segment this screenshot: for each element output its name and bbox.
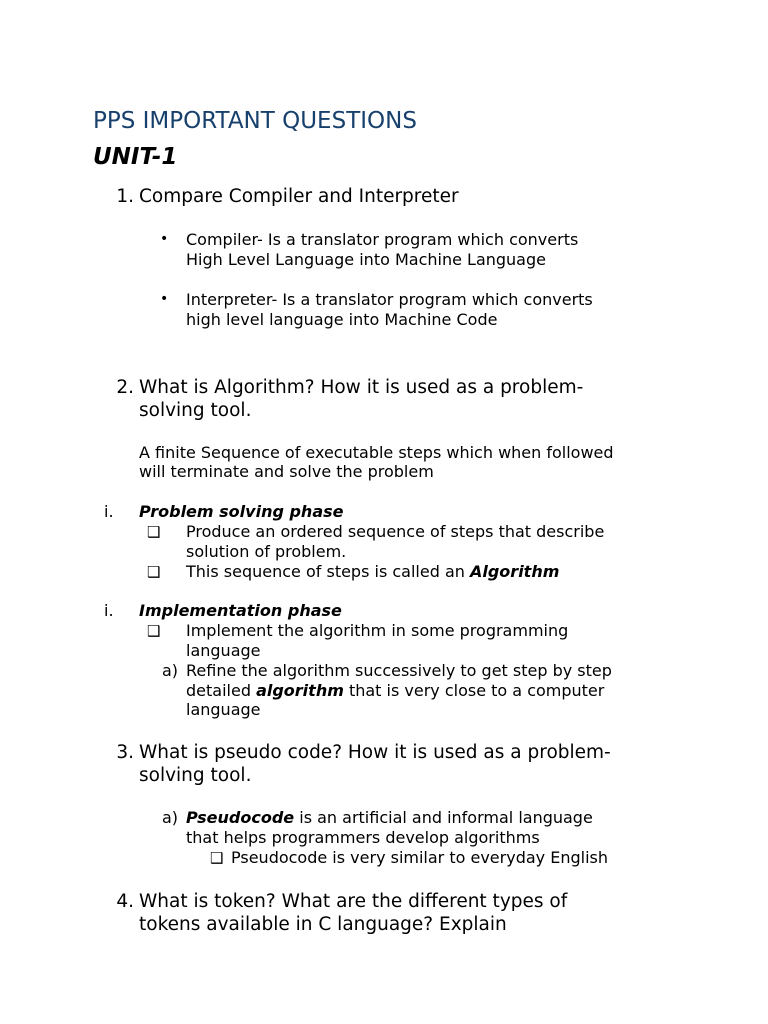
phase2-sub-line-1: Refine the algorithm successively to get step by step — [186, 661, 612, 680]
algorithm-definition-line-2: will terminate and solve the problem — [139, 462, 434, 481]
q3-text-line-1: What is pseudo code? How it is used as a problem- — [139, 742, 611, 763]
checkbox-bullet-icon: ❑ — [210, 849, 224, 867]
phase2-marker: i. — [104, 601, 114, 620]
q2-text-line-2: solving tool. — [139, 400, 252, 421]
q2-number: 2. — [116, 377, 134, 398]
q3-text-line-2: solving tool. — [139, 765, 252, 786]
q3-box-item: Pseudocode is very similar to everyday English — [231, 848, 608, 867]
phase1-title: Problem solving phase — [139, 502, 344, 521]
compiler-line-2: High Level Language into Machine Language — [186, 250, 546, 269]
phase1-item2-prefix: This sequence of steps is called an — [186, 562, 470, 581]
q1-text: Compare Compiler and Interpreter — [139, 186, 459, 207]
phase1-item1-line-2: solution of problem. — [186, 542, 347, 561]
q4-text-line-2: tokens available in C language? Explain — [139, 914, 507, 935]
phase1-item1-line-1: Produce an ordered sequence of steps that describe — [186, 522, 605, 541]
phase2-item1-line-1: Implement the algorithm in some programming — [186, 621, 569, 640]
interpreter-line-1: Interpreter- Is a translator program which converts — [186, 290, 593, 309]
phase2-item1-line-2: language — [186, 641, 261, 660]
pseudocode-emphasis: Pseudocode — [186, 808, 295, 827]
phase2-sub-line-3: language — [186, 700, 261, 719]
algorithm-definition-line-1: A finite Sequence of executable steps which when followed — [139, 443, 614, 462]
phase1-item2 — [186, 562, 559, 582]
pseudocode-definition: is an artificial and informal language — [294, 808, 593, 827]
phase2-sub-marker: a) — [162, 661, 179, 680]
phase2-sub-suffix: that is very close to a computer — [343, 681, 605, 700]
phase2-sub-prefix: detailed — [186, 681, 257, 700]
q4-text-line-1: What is token? What are the different types of — [139, 891, 568, 912]
checkbox-bullet-icon: ❑ — [147, 563, 161, 581]
phase2-sub-emphasis: algorithm — [256, 681, 344, 700]
phase1-marker: i. — [104, 502, 114, 521]
q4-number: 4. — [116, 891, 134, 912]
bullet-icon: • — [160, 291, 169, 307]
q3-number: 3. — [116, 742, 134, 763]
q3-sub-line-2: that helps programmers develop algorithms — [186, 828, 540, 847]
q3-sub-line-1 — [186, 808, 593, 828]
compiler-line-1: Compiler- Is a translator program which converts — [186, 230, 579, 249]
unit-heading: UNIT-1 — [93, 144, 178, 170]
interpreter-line-2: high level language into Machine Code — [186, 310, 498, 329]
q3-sub-marker: a) — [162, 808, 179, 827]
checkbox-bullet-icon: ❑ — [147, 622, 161, 640]
q1-number: 1. — [116, 186, 134, 207]
checkbox-bullet-icon: ❑ — [147, 523, 161, 541]
q2-text-line-1: What is Algorithm? How it is used as a problem- — [139, 377, 584, 398]
phase2-sub-line-2 — [186, 681, 604, 701]
phase2-title: Implementation phase — [139, 601, 342, 620]
phase1-item2-emphasis: Algorithm — [469, 562, 560, 581]
document-title: PPS IMPORTANT QUESTIONS — [93, 108, 417, 134]
bullet-icon: • — [160, 231, 169, 247]
